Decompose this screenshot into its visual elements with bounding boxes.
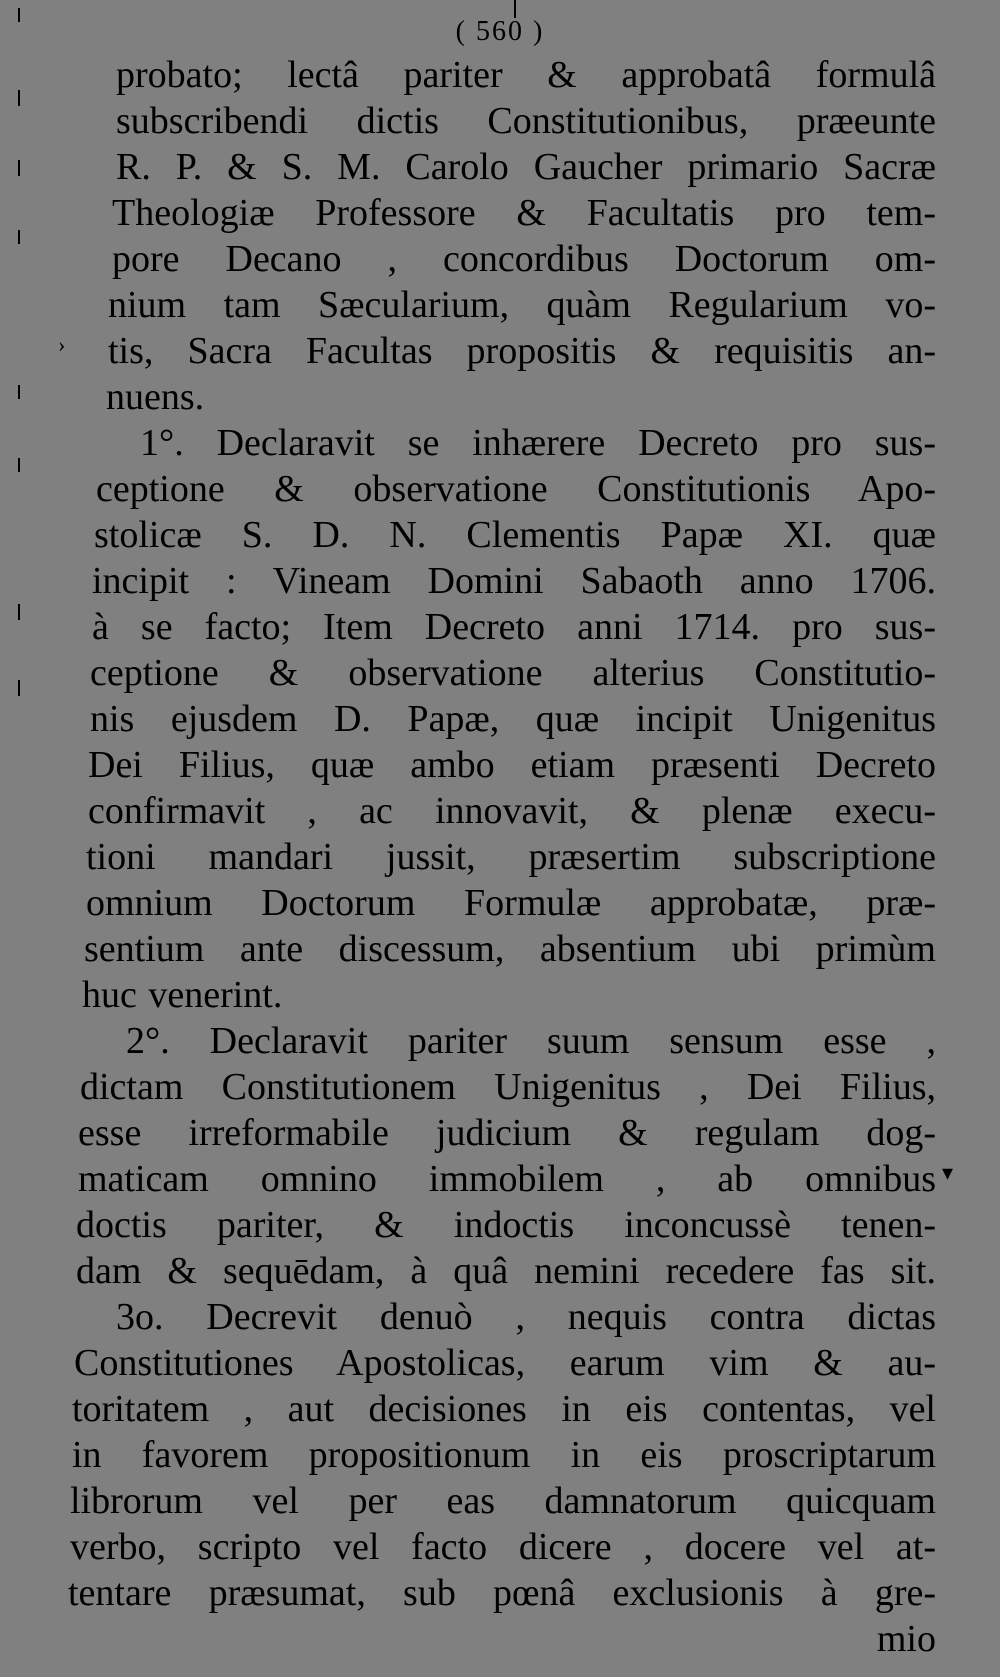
margin-arrow-icon: ▾ (942, 1160, 954, 1185)
text-line: tis, Sacra Facultas propositis & requisitis an- (108, 330, 936, 372)
text-line: nium tam Sæcularium, quàm Regularium vo- (108, 284, 936, 326)
text-line: toritatem , aut decisiones in eis contentas, vel (72, 1388, 936, 1430)
text-line: Constitutiones Apostolicas, earum vim & au- (74, 1342, 936, 1384)
text-line: 1°. Declaravit se inhærere Decreto pro sus- (140, 422, 936, 464)
margin-rule-mark (18, 604, 20, 620)
margin-rule-mark (18, 458, 20, 472)
text-line: Dei Filius, quæ ambo etiam præsenti Decreto (88, 744, 936, 786)
text-line: Theologiæ Professore & Facultatis pro tem- (112, 192, 936, 234)
page-number: ( 560 ) (455, 16, 545, 47)
text-line: 2°. Declaravit pariter suum sensum esse , (126, 1020, 936, 1062)
text-line: nis ejusdem D. Papæ, quæ incipit Unigenitus (90, 698, 936, 740)
text-line: confirmavit , ac innovavit, & plenæ execu- (88, 790, 936, 832)
text-line: subscribendi dictis Constitutionibus, præeunte (116, 100, 936, 142)
text-line: tentare præsumat, sub pœnâ exclusionis à gre- (68, 1572, 936, 1614)
text-line: ceptione & observatione alterius Constitutio- (90, 652, 936, 694)
text-line: verbo, scripto vel facto dicere , docere vel at- (70, 1526, 936, 1568)
margin-rule-mark (18, 160, 20, 176)
text-line: R. P. & S. M. Carolo Gaucher primario Sacræ (116, 146, 936, 188)
margin-rule-mark (18, 680, 20, 696)
text-line: 3o. Decrevit denuò , nequis contra dictas (116, 1296, 936, 1338)
text-line: maticam omnino immobilem , ab omnibus (78, 1158, 936, 1200)
body-text (66, 52, 936, 1662)
text-line: ceptione & observatione Constitutionis Apo- (96, 468, 936, 510)
text-line: esse irreformabile judicium & regulam dog- (78, 1112, 936, 1154)
text-line: mio (876, 1618, 936, 1660)
text-line: sentium ante discessum, absentium ubi primùm (84, 928, 936, 970)
margin-rule-mark (18, 385, 20, 399)
text-line: stolicæ S. D. N. Clementis Papæ XI. quæ (94, 514, 936, 556)
text-line: à se facto; Item Decreto anni 1714. pro sus- (92, 606, 936, 648)
text-line: huc venerint. (82, 974, 283, 1016)
text-line: in favorem propositionum in eis proscriptarum (72, 1434, 936, 1476)
text-line: tioni mandari jussit, præsertim subscriptione (86, 836, 936, 878)
text-line: librorum vel per eas damnatorum quicquam (70, 1480, 936, 1522)
text-line: pore Decano , concordibus Doctorum om- (112, 238, 936, 280)
text-line: omnium Doctorum Formulæ approbatæ, præ- (86, 882, 936, 924)
text-line: doctis pariter, & indoctis inconcussè tenen- (76, 1204, 936, 1246)
text-line: nuens. (106, 376, 205, 418)
margin-rule-mark (18, 230, 20, 244)
text-line: incipit : Vineam Domini Sabaoth anno 1706. (92, 560, 936, 602)
text-line: dam & sequēdam, à quâ nemini recedere fas sit. (76, 1250, 936, 1292)
margin-rule-mark (18, 90, 20, 106)
text-line: dictam Constitutionem Unigenitus , Dei Filius, (80, 1066, 936, 1108)
text-line: probato; lectâ pariter & approbatâ formulâ (116, 54, 936, 96)
margin-arrow-icon: › (58, 332, 66, 357)
